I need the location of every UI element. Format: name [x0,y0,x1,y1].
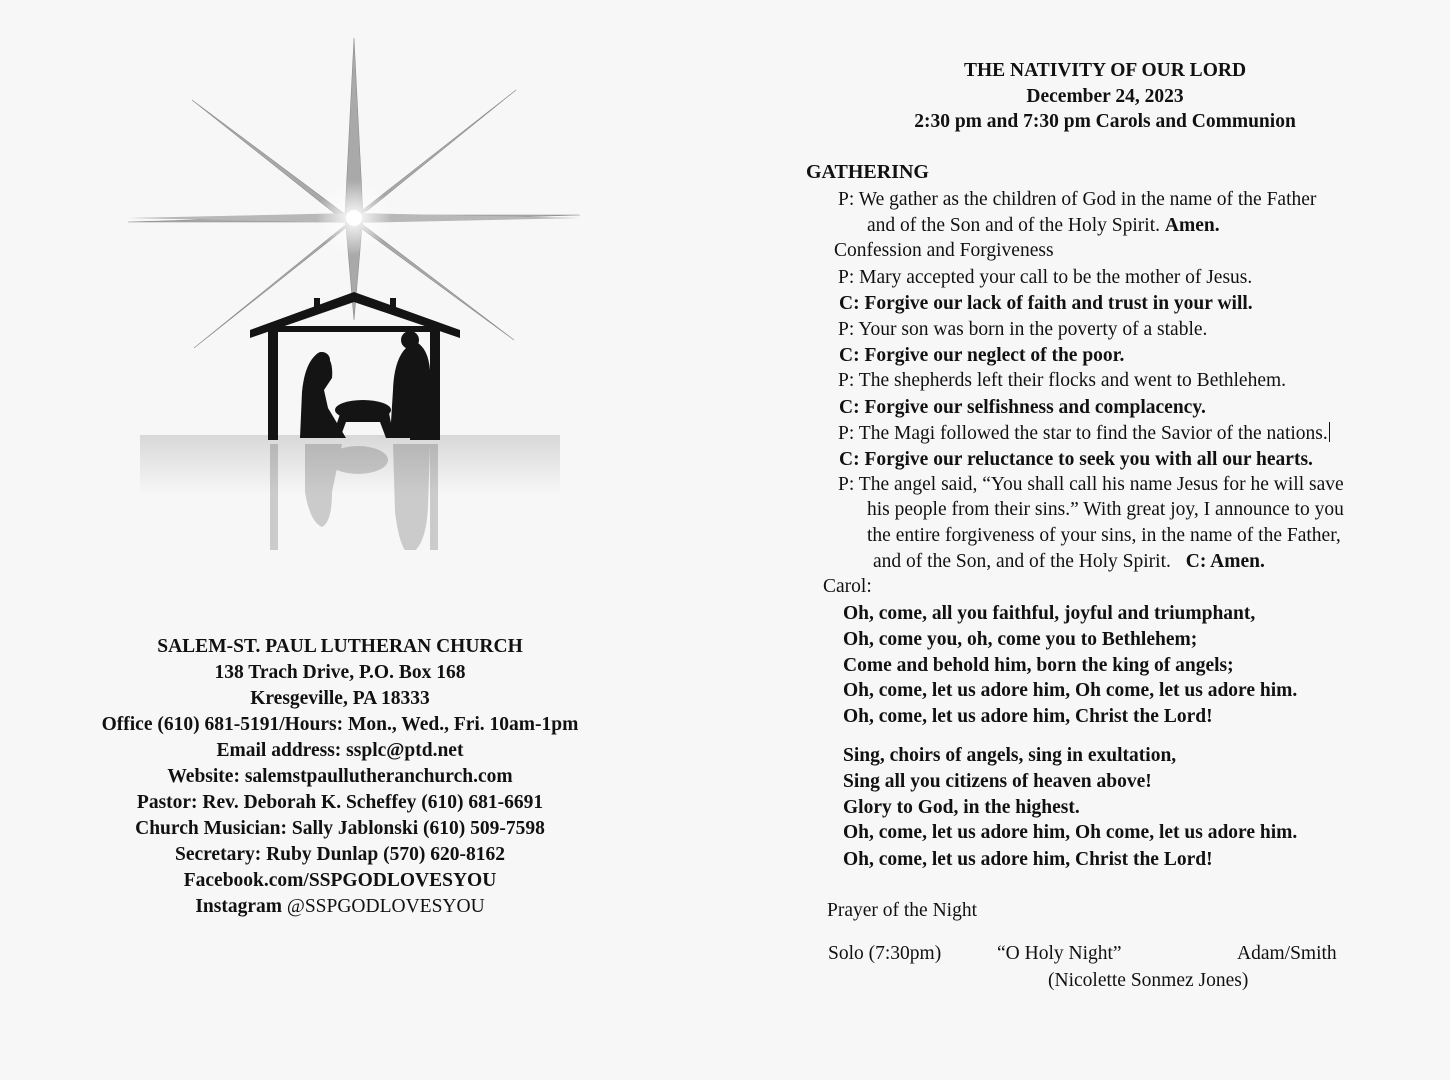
instagram-handle: @SSPGODLOVESYOU [286,896,485,917]
absolution-text: and of the Son, and of the Holy Spirit. [873,551,1171,572]
solo-title: “O Holy Night” [997,943,1122,964]
opening-text: and of the Son and of the Holy Spirit. [867,215,1161,236]
front-cover [0,0,700,1080]
website: Website: salemstpaullutheranchurch.com [167,766,513,787]
carol-verse2-line: Oh, come, let us adore him, Christ the Lord! [843,849,1213,870]
carol-verse1-line: Come and behold him, born the king of angels; [843,655,1234,676]
church-city: Kresgeville, PA 18333 [250,688,430,709]
confession-title: Confession and Forgiveness [834,240,1054,261]
opening-line-2 [867,215,1220,237]
carol-verse1-line: Oh, come, let us adore him, Christ the Lord! [843,706,1213,727]
secretary: Secretary: Ruby Dunlap (570) 620-8162 [174,844,506,865]
absolution-line-4 [873,551,1265,573]
absolution-line-1: P: The angel said, “You shall call his name Jesus for he will save [838,474,1344,495]
pastor-line-1: P: Mary accepted your call to be the mother of Jesus. [838,267,1253,288]
church-contact-info [40,634,640,920]
pastor-line-4-text: P: The Magi followed the star to find the Savior of the nations. [838,423,1328,444]
nativity-star-illustration [110,30,590,550]
pastor-line-3: P: The shepherds left their flocks and went to Bethlehem. [838,370,1287,391]
email-address: Email address: ssplc@ptd.net [216,740,464,761]
congregation-line-1: C: Forgive our lack of faith and trust in your will. [839,293,1253,314]
church-musician: Church Musician: Sally Jablonski (610) 509-7598 [135,818,545,839]
service-header [790,58,1420,135]
office-hours: Office (610) 681-5191/Hours: Mon., Wed., Fri. 10am-1pm [101,714,579,735]
carol-verse1-line: Oh, come, let us adore him, Oh come, let us adore him. [843,680,1298,701]
carol-verse2-line: Sing all you citizens of heaven above! [843,771,1152,792]
pastor-line-2: P: Your son was born in the poverty of a stable. [838,319,1208,340]
carol-verse2-line: Oh, come, let us adore him, Oh come, let us adore him. [843,822,1298,843]
solo-label: Solo (7:30pm) [828,943,942,964]
order-of-service [790,0,1450,1080]
absolution-amen: C: Amen. [1185,551,1265,572]
absolution-line-3: the entire forgiveness of your sins, in the name of the Father, [867,525,1341,546]
carol-verse2-line: Sing, choirs of angels, sing in exultation, [843,745,1177,766]
solo-composer: Adam/Smith [1237,943,1337,964]
carol-label: Carol: [823,576,872,597]
carol-verse1-line: Oh, come, all you faithful, joyful and triumphant, [843,603,1256,624]
service-date: December 24, 2023 [1026,85,1184,107]
carol-verse1-line: Oh, come you, oh, come you to Bethlehem; [843,629,1198,650]
congregation-line-3: C: Forgive our selfishness and complacency. [839,397,1206,418]
congregation-line-2: C: Forgive our neglect of the poor. [839,345,1125,366]
prayer-of-the-night: Prayer of the Night [827,900,978,921]
pastor: Pastor: Rev. Deborah K. Scheffey (610) 681-6691 [136,792,544,813]
gathering-heading: GATHERING [806,161,929,183]
text-cursor [1329,422,1330,442]
instagram-label: Instagram [195,896,282,917]
church-name: SALEM-ST. PAUL LUTHERAN CHURCH [157,636,523,657]
opening-line-1: P: We gather as the children of God in the name of the Father [838,189,1317,210]
congregation-line-4: C: Forgive our reluctance to seek you with all our hearts. [839,449,1313,470]
solo-performer: (Nicolette Sonmez Jones) [1048,970,1249,991]
facebook: Facebook.com/SSPGODLOVESYOU [183,870,497,891]
pastor-line-4 [838,422,1330,445]
instagram [40,894,640,920]
service-times: 2:30 pm and 7:30 pm Carols and Communion [914,111,1296,132]
church-address: 138 Trach Drive, P.O. Box 168 [214,662,466,683]
opening-amen: Amen. [1164,215,1220,236]
carol-verse2-line: Glory to God, in the highest. [843,797,1080,818]
service-title: THE NATIVITY OF OUR LORD [963,60,1247,81]
absolution-line-2: his people from their sins.” With great joy, I announce to you [867,499,1344,520]
